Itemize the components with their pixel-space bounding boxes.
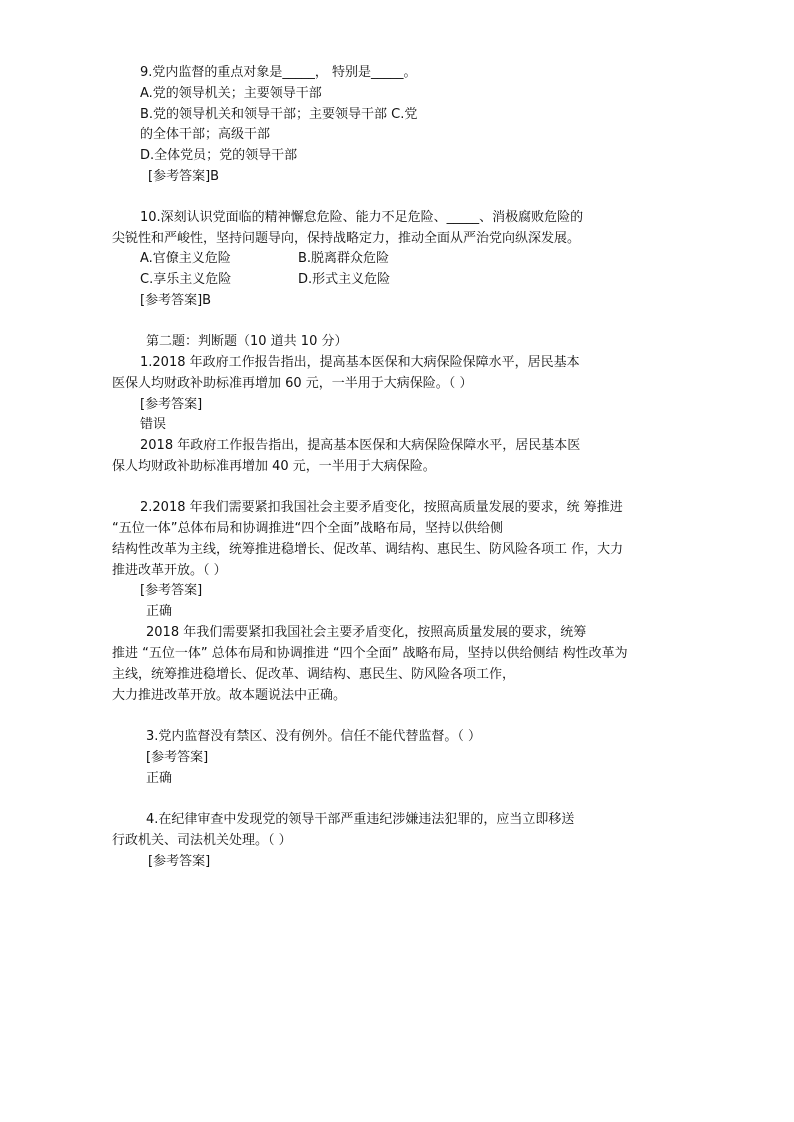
q9-stem: 9.党内监督的重点对象是_____， 特别是_____。	[140, 65, 417, 80]
tf2-stem-line2: “五位一体”总体布局和协调推进“四个全面”战略布局，坚持以供给侧	[112, 521, 503, 536]
tf1-explanation-line2: 保人均财政补助标准再增加 40 元，一半用于大病保险。	[112, 459, 436, 474]
q9-option-c: 的全体干部；高级干部	[140, 127, 271, 142]
section-2-title: 第二题：判断题（10 道共 10 分）	[146, 334, 348, 349]
tf2-stem-line3: 结构性改革为主线，统筹推进稳增长、促改革、调结构、惠民生、防风险各项工 作，大力	[112, 542, 624, 557]
q10-stem-line1: 10.深刻认识党面临的精神懈怠危险、能力不足危险、_____、消极腐败危险的	[140, 210, 584, 225]
q9-answer: [参考答案]B	[148, 169, 220, 184]
tf3-stem: 3.党内监督没有禁区、没有例外。信任不能代替监督。（ ）	[146, 729, 482, 744]
q10-option-b: B.脱离群众危险	[298, 251, 390, 266]
tf3-answer: 正确	[146, 771, 173, 786]
tf2-stem-line1: 2.2018 年我们需要紧扣我国社会主要矛盾变化，按照高质量发展的要求，统 筹推进	[140, 500, 623, 515]
q10-option-c: C.享乐主义危险	[140, 272, 232, 287]
tf2-answer-label: [参考答案]	[140, 583, 203, 598]
q9-option-a: A.党的领导机关；主要领导干部	[140, 86, 322, 101]
tf2-explanation-line4: 大力推进改革开放。故本题说法中正确。	[112, 688, 347, 703]
q10-answer: [参考答案]B	[140, 293, 212, 308]
q9-option-b: B.党的领导机关和领导干部；主要领导干部 C.党	[140, 107, 418, 122]
tf1-answer-label: [参考答案]	[140, 397, 203, 412]
tf1-stem-line1: 1.2018 年政府工作报告指出，提高基本医保和大病保险保障水平，居民基本	[140, 355, 580, 370]
q10-option-d: D.形式主义危险	[298, 272, 391, 287]
tf1-explanation-line1: 2018 年政府工作报告指出，提高基本医保和大病保险保障水平，居民基本医	[140, 438, 581, 453]
tf2-explanation-line1: 2018 年我们需要紧扣我国社会主要矛盾变化，按照高质量发展的要求，统筹	[146, 625, 587, 640]
q10-stem-line2: 尖锐性和严峻性，坚持问题导向，保持战略定力，推动全面从严治党向纵深发展。	[112, 231, 581, 246]
tf1-answer: 错误	[140, 417, 167, 432]
q10-option-a: A.官僚主义危险	[140, 251, 231, 266]
q9-option-d: D.全体党员；党的领导干部	[140, 148, 298, 163]
tf4-answer-label: [参考答案]	[148, 854, 211, 869]
tf4-stem-line1: 4.在纪律审查中发现党的领导干部严重违纪涉嫌违法犯罪的，应当立即移送	[146, 812, 575, 827]
tf1-stem-line2: 医保人均财政补助标准再增加 60 元，一半用于大病保险。（ ）	[112, 376, 473, 391]
tf2-explanation-line3: 主线，统筹推进稳增长、促改革、调结构、惠民生、防风险各项工作，	[112, 667, 516, 682]
tf4-stem-line2: 行政机关、司法机关处理。（ ）	[112, 833, 292, 848]
tf3-answer-label: [参考答案]	[146, 750, 209, 765]
tf2-answer: 正确	[146, 604, 173, 619]
tf2-explanation-line2: 推进 “五位一体” 总体布局和协调推进 “四个全面” 战略布局，坚持以供给侧结 构性改革为	[112, 646, 628, 661]
tf2-stem-line4: 推进改革开放。（ ）	[112, 563, 227, 578]
